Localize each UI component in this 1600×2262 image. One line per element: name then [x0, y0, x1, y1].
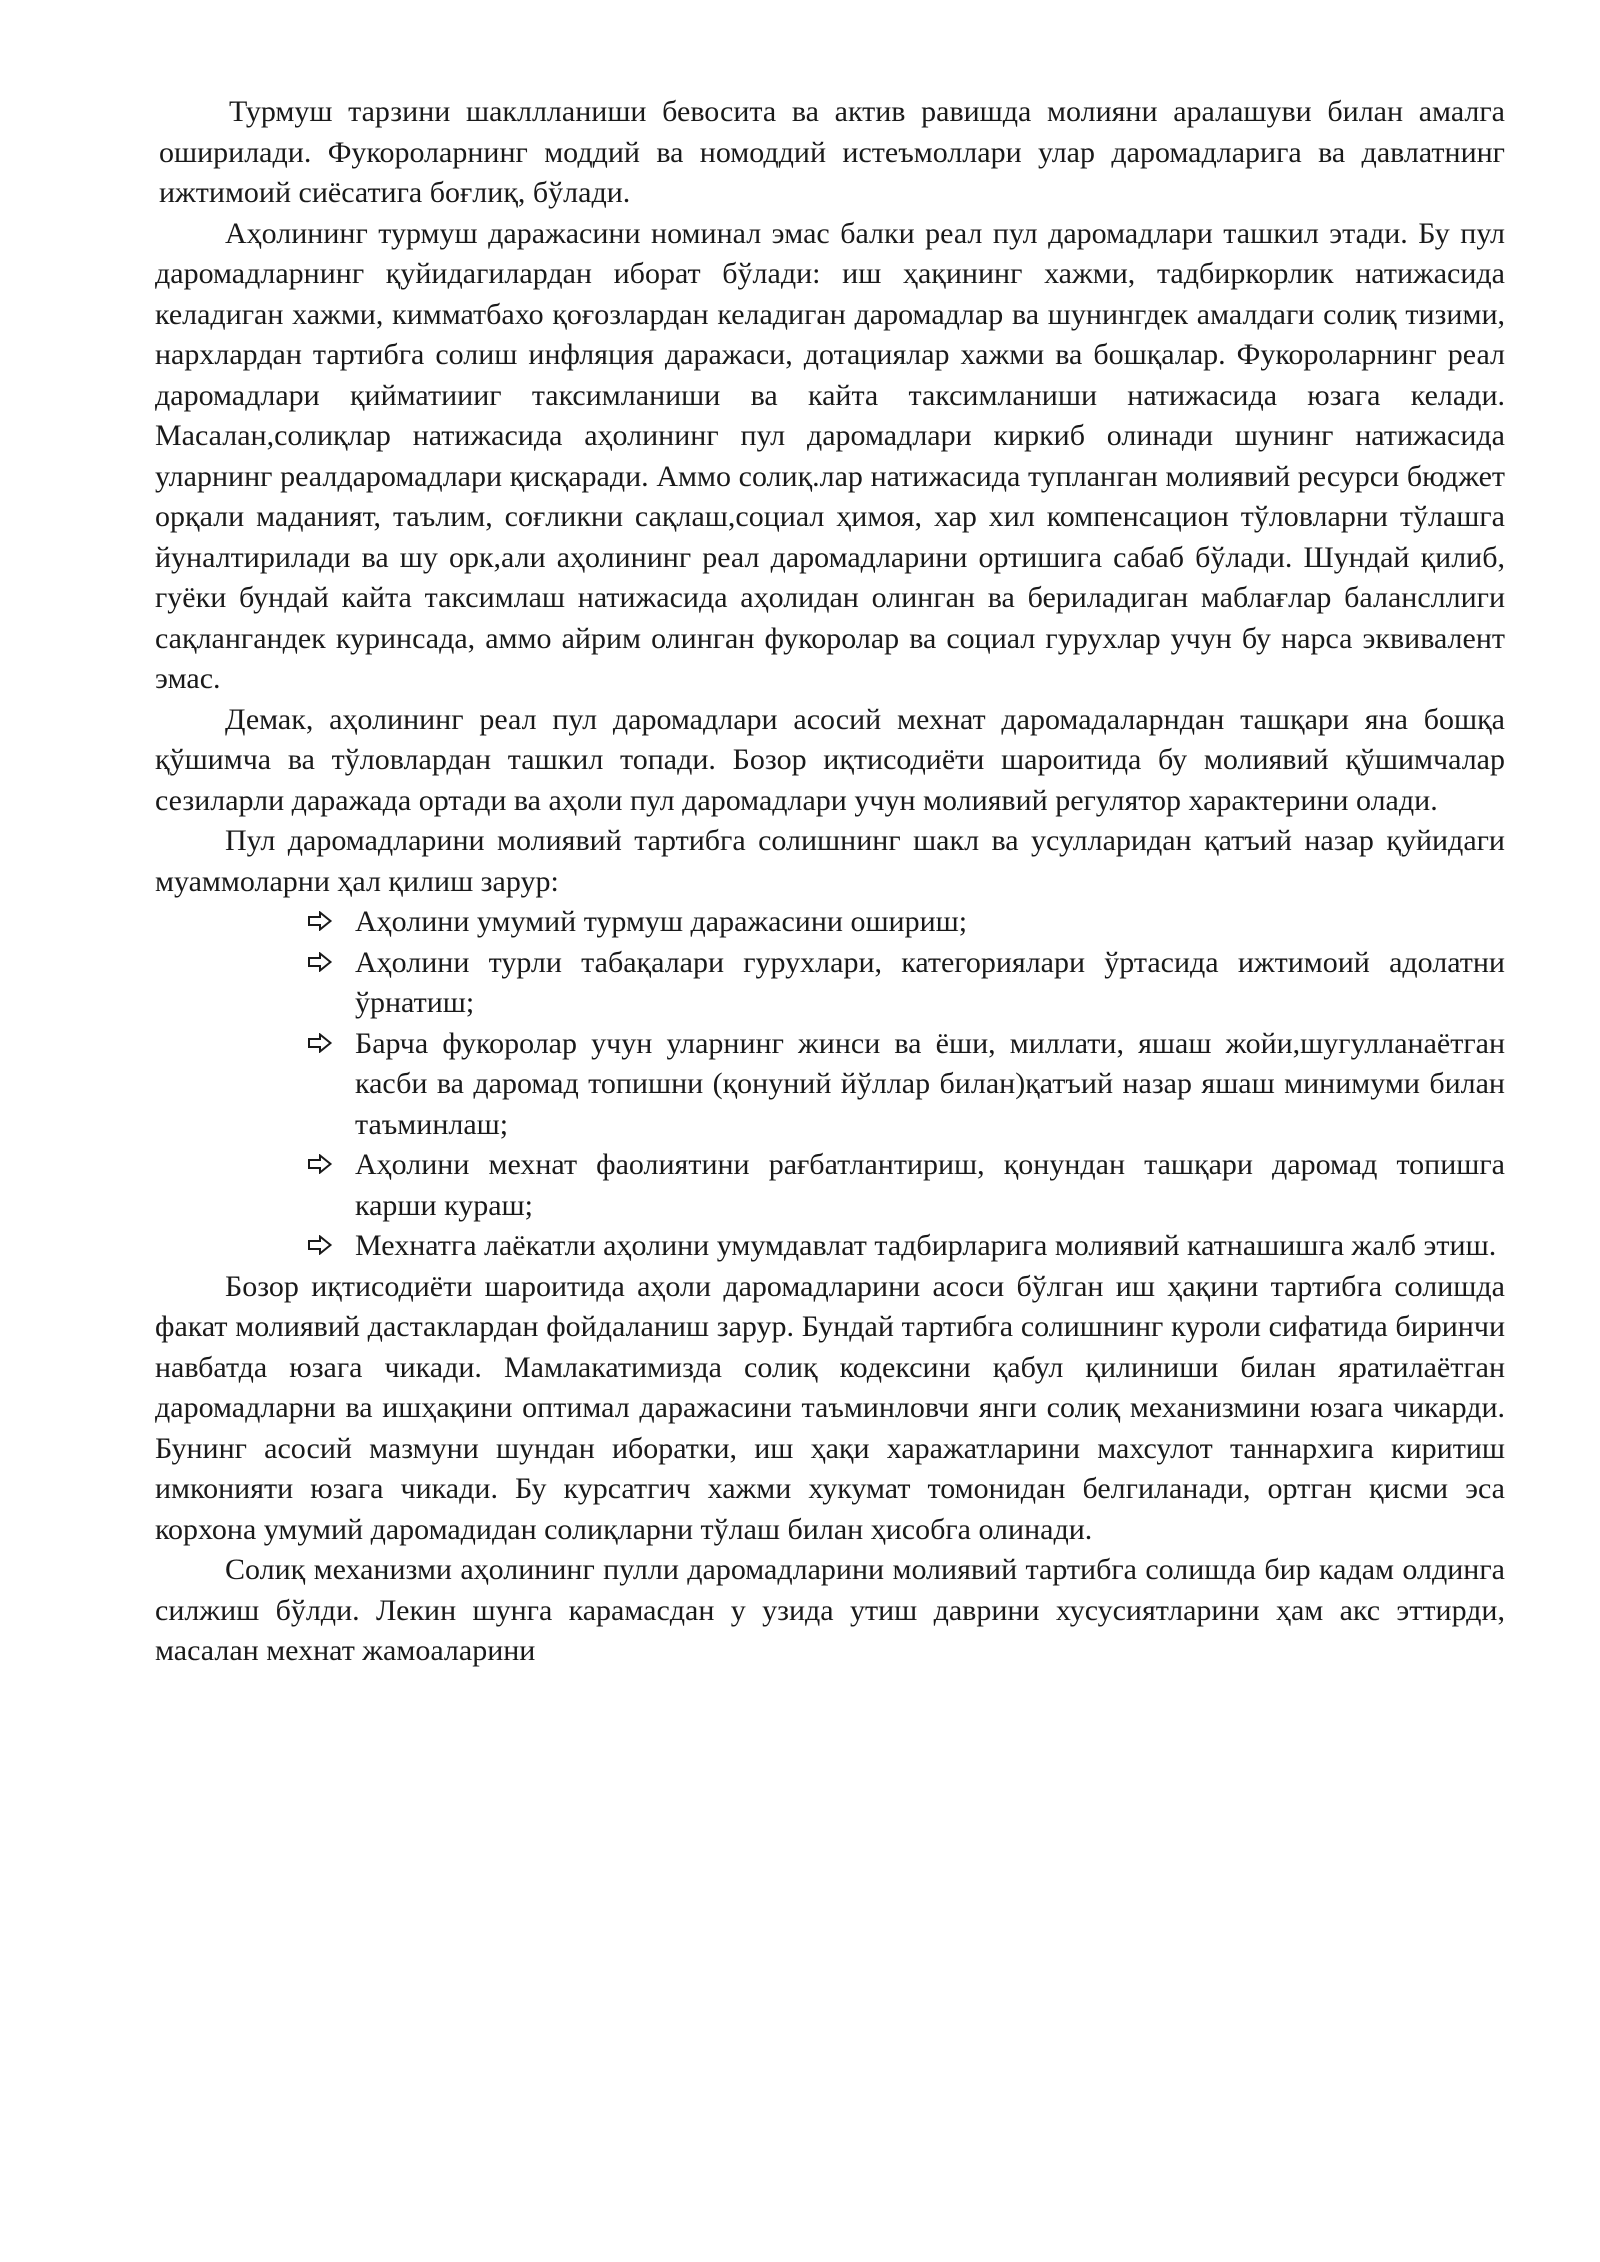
- document-page: [155, 92, 1505, 1672]
- hollow-right-arrow-icon: [307, 1226, 341, 1266]
- paragraph-real-income: Аҳолининг турмуш даражасини номинал эмас балки реал пул даромадлари ташкил этади. Бу пул даромадларнинг қуйидагилардан иборат бўлади: иш ҳақининг хажми, тадбиркорлик натижасида келадиган хажми, кимматбахо қоғозлардан келадиган даромадлар ва шунингдек амалдаги солиқ тизими, нархлардан тартибга солиш инфляция даражаси, дотациялар хажми ва бошқалар. Фукороларнинг реал даромадлари қийматиииг таксимланиши ва кайта таксимланиши натижасида юзага келади. Масалан,солиқлар натижасида аҳолининг пул даромадлари киркиб олинади шунинг натижасида уларнинг реалдаромадлари қисқаради. Аммо солиқ.лар натижасида тупланган молиявий ресурси бюджет орқали маданият, таълим, соғликни сақлаш,социал ҳимоя, хар хил компенсацион тўловларни тўлашга йуналтирилади ва шу орк,али аҳолининг реал даромадларини ортишига сабаб бўлади. Шундай қилиб, гуёки бундай кайта таксимлаш натижасида аҳолидан олинган ва бериладиган маблағлар балансллиги сақлангандек куринсада, аммо айрим олинган фукоролар ва социал гурухлар учун бу нарса эквивалент эмас.: [155, 216, 1505, 695]
- list-item: [355, 1145, 1505, 1226]
- paragraph-wage-regulation: Бозор иқтисодиёти шароитида аҳоли даромадларини асоси бўлган иш ҳақини тартибга солишда факат молиявий дастаклардан фойдаланиш зарур. Бундай тартибга солишнинг куроли сифатида биринчи навбатда юзага чикади. Мамлакатимизда солиқ кодексини қабул қилиниши билан яратилаётган даромадларни ва ишҳақини оптимал даражасини таъминловчи янги солиқ механизмини юзага чикарди. Бунинг асосий мазмуни шундан иборатки, иш ҳақи харажатларини махсулот таннархига киритиш имконияти юзага чикади. Бу курсатгич хажми хукумат томонидан белгиланади, ортган қисми эса корхона умумий даромадидан солиқларни тўлаш билан ҳисобга олинади.: [155, 1269, 1505, 1546]
- paragraph-additional-payments: Демак, аҳолининг реал пул даромадлари асосий мехнат даромадаларндан ташқари яна бошқа қўшимча ва тўловлардан ташкил топади. Бозор иқтисодиёти шароитида бу молиявий қўшимчалар сезиларли даражада ортади ва аҳоли пул даромадлари учун молиявий регулятор характерини олади.: [155, 702, 1505, 817]
- list-item: [355, 1024, 1505, 1146]
- list-item-text: Аҳолини турли табақалари гурухлари, категориялари ўртасида ижтимоий адолатни ўрнатиш;: [355, 945, 1505, 1019]
- problems-list: [155, 902, 1505, 1267]
- hollow-right-arrow-icon: [307, 1145, 341, 1185]
- list-item-text: Аҳолини умумий турмуш даражасини ошириш;: [355, 905, 968, 938]
- list-item: [355, 943, 1505, 1024]
- hollow-right-arrow-icon: [307, 943, 341, 983]
- list-item-text: Аҳолини мехнат фаолиятини рағбатлантириш, қонундан ташқари даромад топишга карши кураш;: [355, 1148, 1505, 1222]
- list-item: [355, 1226, 1505, 1267]
- hollow-right-arrow-icon: [307, 1024, 341, 1064]
- list-item: [355, 902, 1505, 943]
- list-item-text: Мехнатга лаёкатли аҳолини умумдавлат тадбирларига молиявий катнашишга жалб этиш.: [355, 1229, 1497, 1262]
- hollow-right-arrow-icon: [307, 902, 341, 942]
- paragraph-tax-mechanism: Солиқ механизми аҳолининг пулли даромадларини молиявий тартибга солишда бир кадам олдинга силжиш бўлди. Лекин шунга карамасдан у узида утиш даврини хусусиятларини ҳам акс эттирди, масалан мехнат жамоаларини: [155, 1553, 1505, 1667]
- paragraph-problems-intro: Пул даромадларини молиявий тартибга солишнинг шакл ва усулларидан қатъий назар қуйидаги муаммоларни ҳал қилиш зарур:: [155, 824, 1505, 898]
- paragraph-lifestyle: Турмуш тарзини шакллланиши бевосита ва актив равишда молияни аралашуви билан амалга оширилади. Фукороларнинг моддий ва номоддий истеъмоллари улар даромадларига ва давлатнинг ижтимоий сиёсатига боғлиқ, бўлади.: [159, 95, 1505, 209]
- list-item-text: Барча фукоролар учун уларнинг жинси ва ёши, миллати, яшаш жойи,шугулланаётган касби ва даромад топишни (қонуний йўллар билан)қатъий назар яшаш минимуми билан таъминлаш;: [355, 1026, 1505, 1141]
